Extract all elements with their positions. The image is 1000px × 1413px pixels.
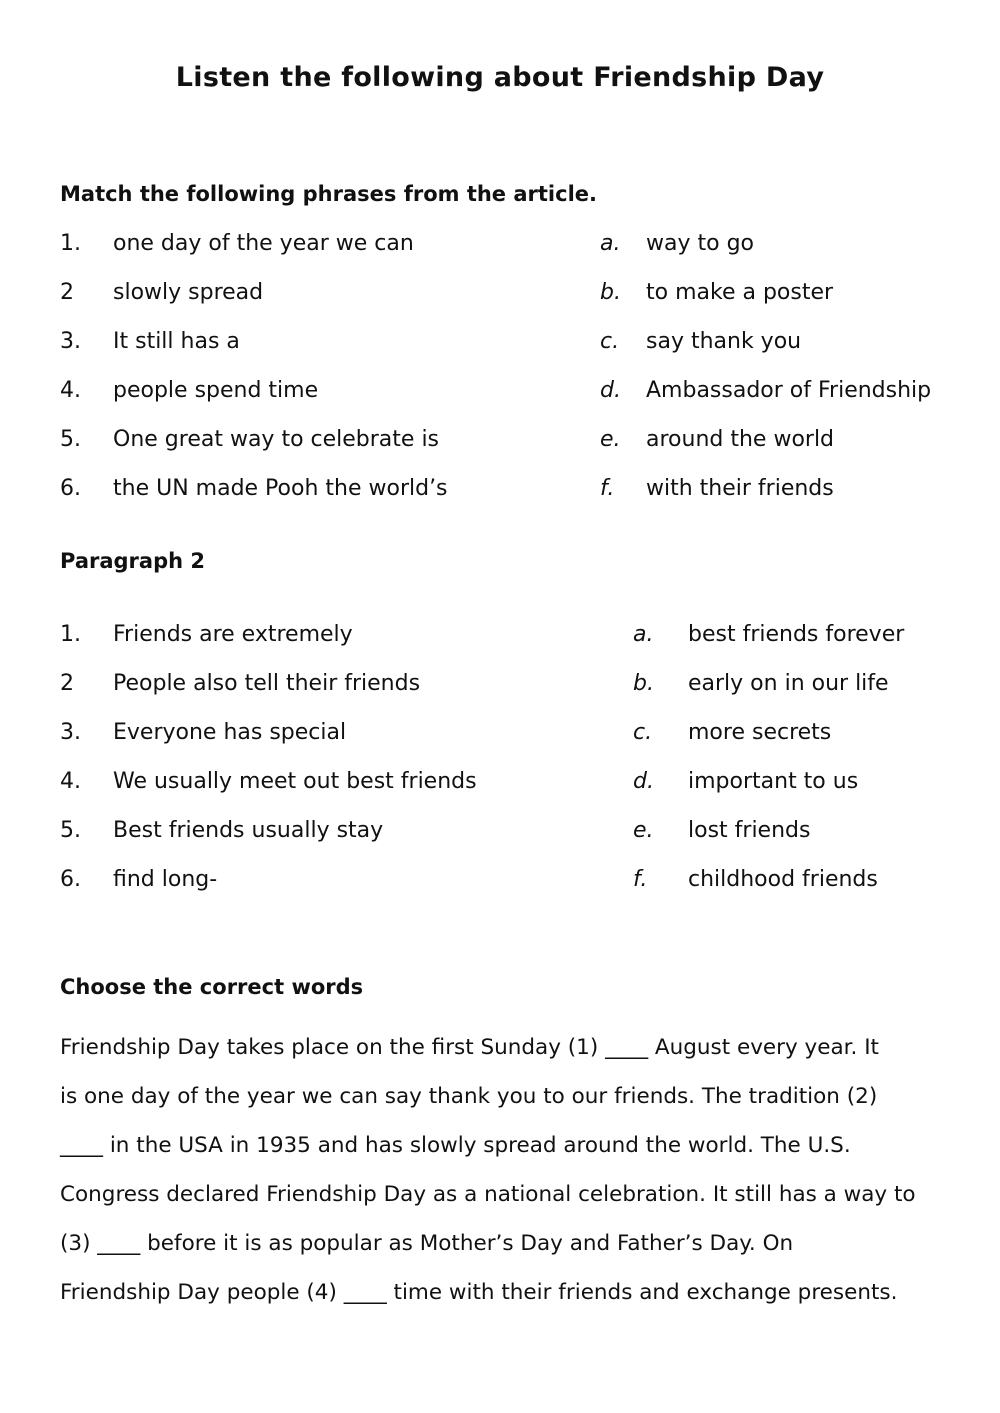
option-letter: a. bbox=[633, 622, 654, 647]
phrase-end: around the world bbox=[646, 427, 835, 452]
phrase-end: with their friends bbox=[646, 476, 834, 501]
section1-row bbox=[0, 474, 1000, 504]
section1-row bbox=[0, 425, 1000, 455]
phrase-end: early on in our life bbox=[688, 671, 889, 696]
paragraph-line: Friendship Day takes place on the first Sunday (1) ____ August every year. It bbox=[60, 1035, 879, 1060]
option-letter: c. bbox=[600, 329, 620, 354]
item-number: 6. bbox=[60, 867, 81, 892]
section2-row bbox=[0, 767, 1000, 797]
paragraph-line: Friendship Day people (4) ____ time with their friends and exchange presents. bbox=[60, 1280, 898, 1305]
section1-heading: Match the following phrases from the article. bbox=[60, 182, 597, 206]
phrase-end: Ambassador of Friendship bbox=[646, 378, 932, 403]
phrase-start: find long- bbox=[113, 867, 218, 892]
item-number: 1. bbox=[60, 231, 81, 256]
paragraph-line: ____ in the USA in 1935 and has slowly spread around the world. The U.S. bbox=[60, 1133, 851, 1158]
paragraph-line: (3) ____ before it is as popular as Mother’s Day and Father’s Day. On bbox=[60, 1231, 794, 1256]
section2-row bbox=[0, 816, 1000, 846]
phrase-start: people spend time bbox=[113, 378, 319, 403]
section3-heading: Choose the correct words bbox=[60, 975, 364, 999]
phrase-end: say thank you bbox=[646, 329, 802, 354]
section1-row bbox=[0, 376, 1000, 406]
section1-row bbox=[0, 229, 1000, 259]
item-number: 2 bbox=[60, 671, 74, 696]
phrase-start: We usually meet out best friends bbox=[113, 769, 477, 794]
phrase-start: slowly spread bbox=[113, 280, 264, 305]
option-letter: c. bbox=[633, 720, 653, 745]
phrase-end: childhood friends bbox=[688, 867, 878, 892]
paragraph-line: Congress declared Friendship Day as a national celebration. It still has a way to bbox=[60, 1182, 916, 1207]
phrase-start: People also tell their friends bbox=[113, 671, 421, 696]
item-number: 2 bbox=[60, 280, 74, 305]
section2-row bbox=[0, 620, 1000, 650]
option-letter: d. bbox=[633, 769, 654, 794]
option-letter: b. bbox=[600, 280, 621, 305]
option-letter: d. bbox=[600, 378, 621, 403]
section2-row bbox=[0, 718, 1000, 748]
option-letter: f. bbox=[600, 476, 615, 501]
item-number: 4. bbox=[60, 769, 81, 794]
phrase-end: lost friends bbox=[688, 818, 811, 843]
item-number: 6. bbox=[60, 476, 81, 501]
phrase-start: Best friends usually stay bbox=[113, 818, 384, 843]
phrase-start: Everyone has special bbox=[113, 720, 347, 745]
section1-row bbox=[0, 278, 1000, 308]
section2-row bbox=[0, 669, 1000, 699]
item-number: 3. bbox=[60, 720, 81, 745]
phrase-end: more secrets bbox=[688, 720, 832, 745]
phrase-end: to make a poster bbox=[646, 280, 834, 305]
phrase-start: It still has a bbox=[113, 329, 240, 354]
paragraph-line: is one day of the year we can say thank you to our friends. The tradition (2) bbox=[60, 1084, 878, 1109]
phrase-start: the UN made Pooh the world’s bbox=[113, 476, 448, 501]
option-letter: e. bbox=[633, 818, 654, 843]
item-number: 1. bbox=[60, 622, 81, 647]
phrase-end: way to go bbox=[646, 231, 754, 256]
item-number: 4. bbox=[60, 378, 81, 403]
phrase-start: One great way to celebrate is bbox=[113, 427, 440, 452]
item-number: 3. bbox=[60, 329, 81, 354]
option-letter: f. bbox=[633, 867, 648, 892]
option-letter: b. bbox=[633, 671, 654, 696]
phrase-start: one day of the year we can bbox=[113, 231, 414, 256]
option-letter: e. bbox=[600, 427, 621, 452]
phrase-start: Friends are extremely bbox=[113, 622, 353, 647]
section2-row bbox=[0, 865, 1000, 895]
item-number: 5. bbox=[60, 427, 81, 452]
item-number: 5. bbox=[60, 818, 81, 843]
option-letter: a. bbox=[600, 231, 621, 256]
phrase-end: best friends forever bbox=[688, 622, 905, 647]
section2-heading: Paragraph 2 bbox=[60, 549, 205, 573]
section1-row bbox=[0, 327, 1000, 357]
page-title: Listen the following about Friendship Day bbox=[175, 62, 825, 93]
phrase-end: important to us bbox=[688, 769, 859, 794]
